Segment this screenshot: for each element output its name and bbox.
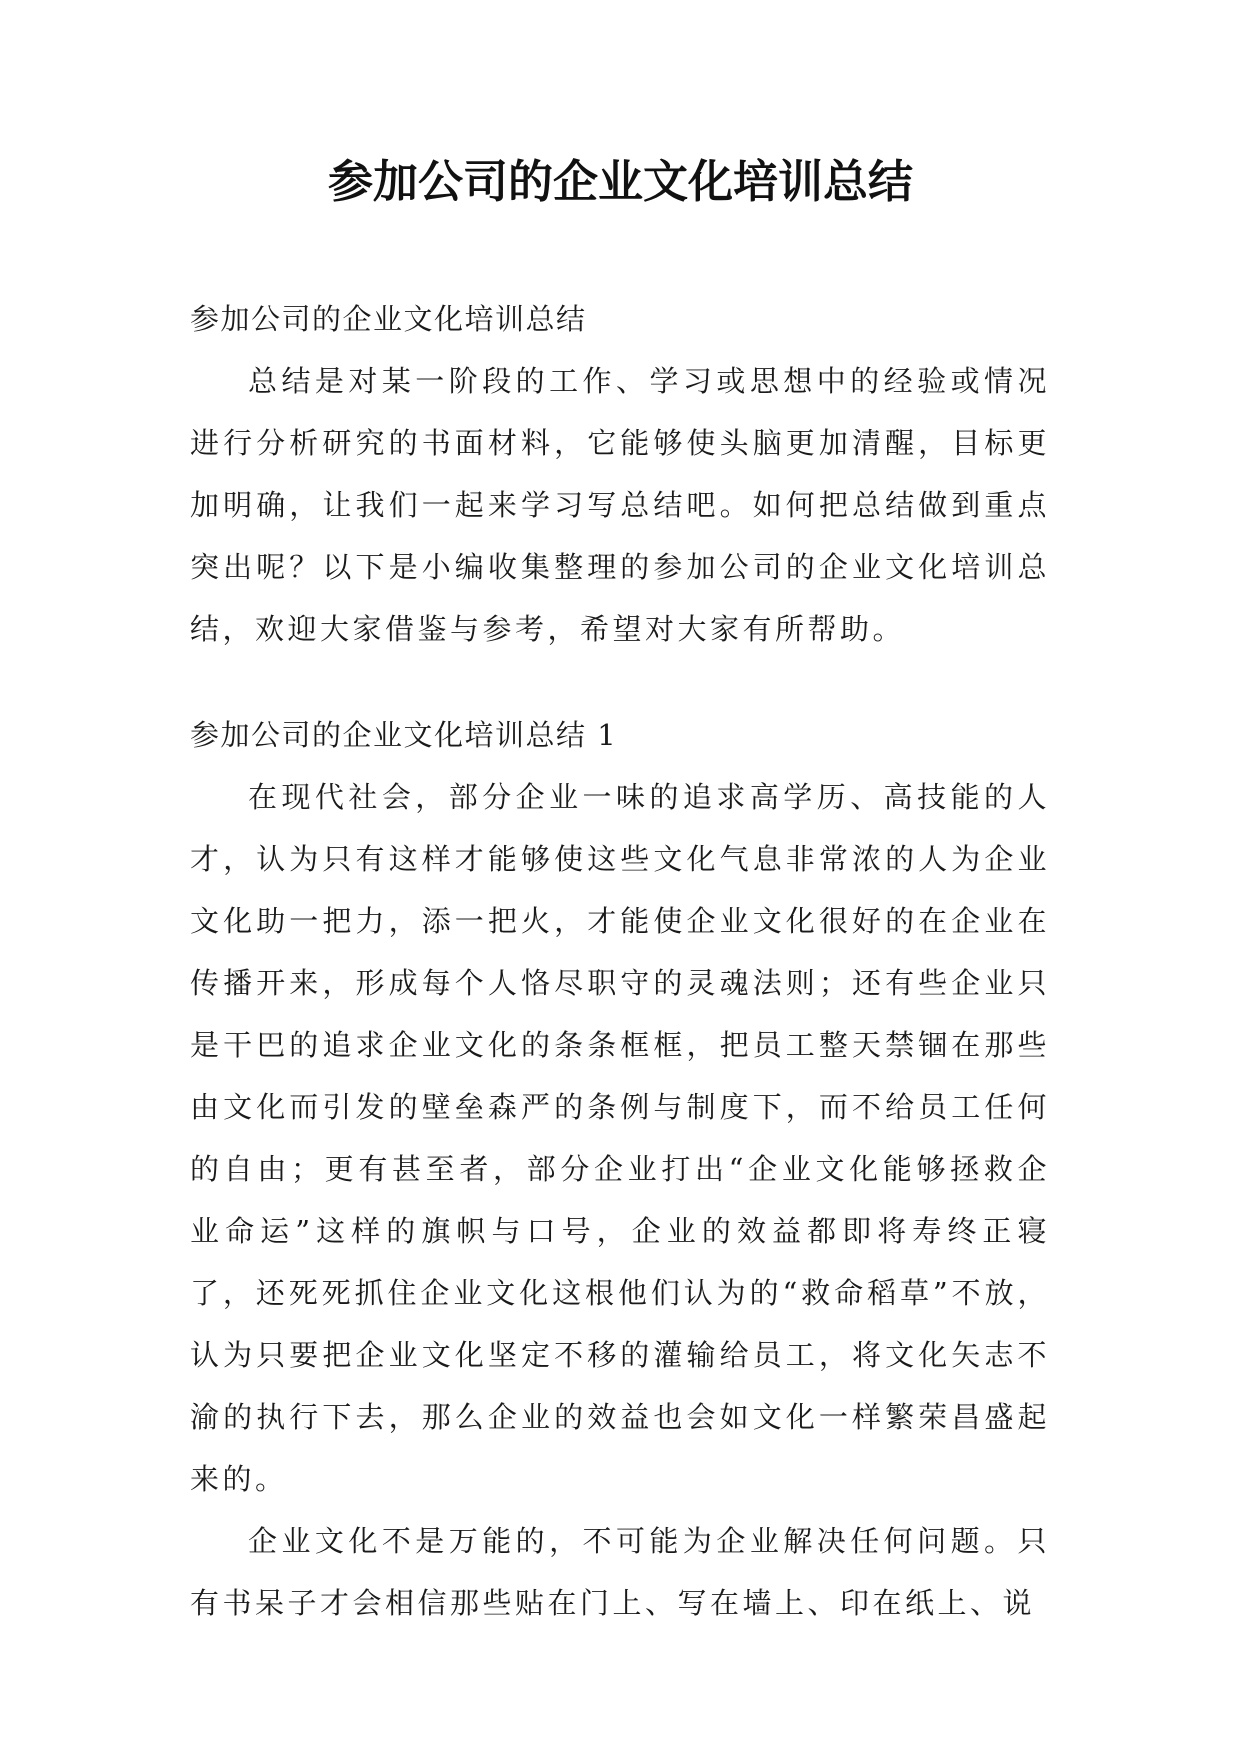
intro-section — [190, 288, 1050, 660]
section-1 — [190, 704, 1050, 1634]
document-title: 参加公司的企业文化培训总结 — [327, 155, 913, 208]
section-1-paragraph: 企业文化不是万能的，不可能为企业解决任何问题。只有书呆子才会相信那些贴在门上、写在墙上、印在纸上、说 — [190, 1524, 1050, 1620]
section-1-paragraph: 在现代社会，部分企业一味的追求高学历、高技能的人才，认为只有这样才能够使这些文化气息非常浓的人为企业文化助一把力，添一把火，才能使企业文化很好的在企业在传播开来，形成每个人恪尽职守的灵魂法则；还有些企业只是干巴的追求企业文化的条条框框，把员工整天禁锢在那些由文化而引发的壁垒森严的条例与制度下，而不给员工任何的自由；更有甚至者，部分企业打出“企业文化能够拯救企业命运”这样的旗帜与口号，企业的效益都即将寿终正寝了，还死死抓住企业文化这根他们认为的“救命稻草”不放，认为只要把企业文化坚定不移的灌输给员工，将文化矢志不渝的执行下去，那么企业的效益也会如文化一样繁荣昌盛起来的。 — [190, 780, 1050, 1496]
section-1-heading: 参加公司的企业文化培训总结 1 — [190, 718, 618, 752]
intro-paragraph: 总结是对某一阶段的工作、学习或思想中的经验或情况进行分析研究的书面材料，它能够使头脑更加清醒，目标更加明确，让我们一起来学习写总结吧。如何把总结做到重点突出呢？以下是小编收集整理的参加公司的企业文化培训总结，欢迎大家借鉴与参考，希望对大家有所帮助。 — [190, 364, 1050, 646]
intro-heading: 参加公司的企业文化培训总结 — [190, 302, 587, 336]
